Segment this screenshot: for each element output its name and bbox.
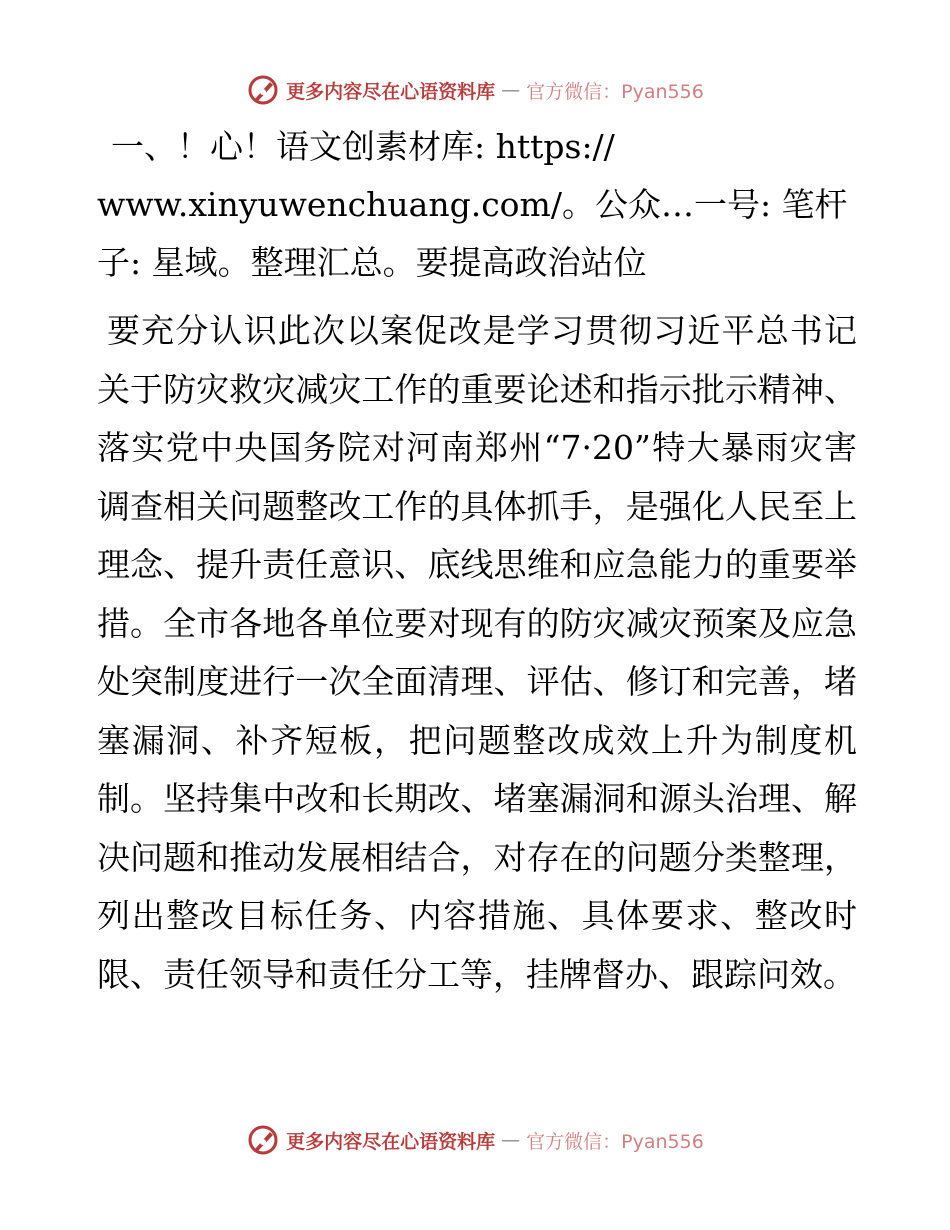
body-paragraph: 要充分认识此次以案促改是学习贯彻习近平总书记关于防灾救灾减灾工作的重要论述和指示批示精神、落实党中央国务院对河南郑州“7·20”特大暴雨灾害调查相关问题整改工作的具体抓手，是强化人民至上理念、提升责任意识、底线思维和应急能力的重要举措。全市各地各单位要对现有的防灾减灾预案及应急处突制度进行一次全面清理、评估、修订和完善，堵塞漏洞、补齐短板，把问题整改成效上升为制度机制。坚持集中改和长期改、堵塞漏洞和源头治理、解决问题和推动发展相结合，对存在的问题分类整理，列出整改目标任务、内容措施、具体要求、整改时限、责任领导和责任分工等，挂牌督办、跟踪问效。 <box>97 311 857 994</box>
header-banner <box>0 68 950 112</box>
banner-wechat-text: 官方微信：Pyan556 <box>526 80 704 103</box>
banner-wechat-text: 官方微信：Pyan556 <box>526 1130 704 1153</box>
footer-banner <box>0 1118 950 1162</box>
heading-rest: www.xinyuwenchuang.com/。公众…一号: 笔杆子: 星域。整理汇总。要提高政治站位 <box>97 185 848 282</box>
section-heading <box>97 118 857 292</box>
banner-brand-text: 更多内容尽在心语资料库 <box>286 80 496 103</box>
pen-logo-icon <box>246 73 280 107</box>
pen-logo-icon <box>246 1123 280 1157</box>
heading-line-1: 一、！心！语文创素材库: https:// <box>111 127 615 166</box>
banner-dash: — <box>501 1129 521 1151</box>
banner-brand-text: 更多内容尽在心语资料库 <box>286 1130 496 1153</box>
document-body <box>97 118 857 1004</box>
banner-dash: — <box>501 79 521 101</box>
